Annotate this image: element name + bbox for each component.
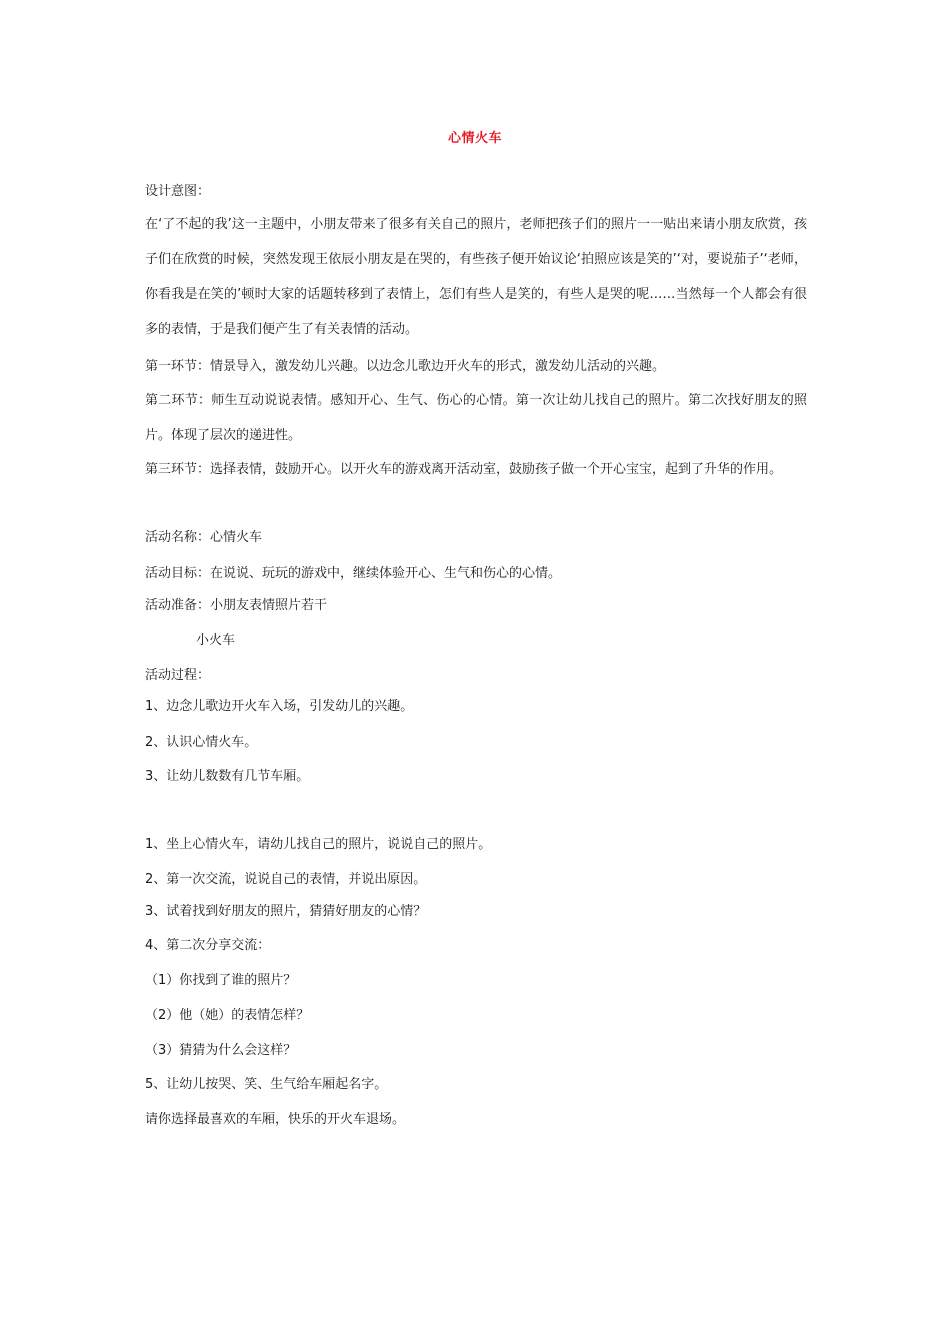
design-intent-paragraph: 在‘了不起的我’这一主题中，小朋友带来了很多有关自己的照片，老师把孩子们的照片一一贴出来请小朋友欣赏，孩子们在欣赏的时候，突然发现王依辰小朋友是在哭的，有些孩子便开始议论‘拍照应该是笑的’‘对，要说茄子’‘老师，你看我是在笑的’顿时大家的话题转移到了表情上，怎们有些人是笑的，有些人是哭的呢……当然每一个人都会有很多的表情，于是我们便产生了有关表情的活动。 [145,217,807,337]
stage-three: 第三环节：选择表情，鼓励开心。以开火车的游戏离开活动室，鼓励孩子做一个开心宝宝，起到了升华的作用。 [145,462,783,477]
stage-one: 第一环节：情景导入，激发幼儿兴趣。以边念儿歌边开火车的形式，激发幼儿活动的兴趣。 [145,359,666,374]
list-item: 2、认识心情火车。 [145,735,258,750]
document-title: 心情火车 [447,131,502,146]
design-intent-label: 设计意图： [145,184,211,199]
process-label: 活动过程： [145,668,211,683]
list-item: 5、让幼儿按哭、笑、生气给车厢起名字。 [145,1077,388,1092]
activity-goal: 活动目标：在说说、玩玩的游戏中，继续体验开心、生气和伤心的心情。 [145,566,562,581]
activity-name: 活动名称：心情火车 [145,530,263,545]
list-item: 1、坐上心情火车，请幼儿找自己的照片，说说自己的照片。 [145,837,492,852]
list-item: 3、让幼儿数数有几节车厢。 [145,769,310,784]
preparation-item: 小火车 [196,633,236,648]
list-item: 2、第一次交流，说说自己的表情，并说出原因。 [145,872,427,887]
stage-two: 第二环节：师生互动说说表情。感知开心、生气、伤心的心情。第一次让幼儿找自己的照片。第二次找好朋友的照片。体现了层次的递进性。 [145,393,807,443]
list-item: 3、试着找到好朋友的照片，猜猜好朋友的心情？ [145,904,427,919]
list-item: 4、第二次分享交流： [145,938,271,953]
list-item: （3）猜猜为什么会这样？ [145,1043,297,1058]
list-item: （2）他（她）的表情怎样？ [145,1008,310,1023]
activity-preparation: 活动准备：小朋友表情照片若干 [145,598,328,613]
list-item: （1）你找到了谁的照片？ [145,973,297,988]
list-item: 1、边念儿歌边开火车入场，引发幼儿的兴趣。 [145,699,414,714]
closing-line: 请你选择最喜欢的车厢，快乐的开火车退场。 [145,1112,406,1127]
